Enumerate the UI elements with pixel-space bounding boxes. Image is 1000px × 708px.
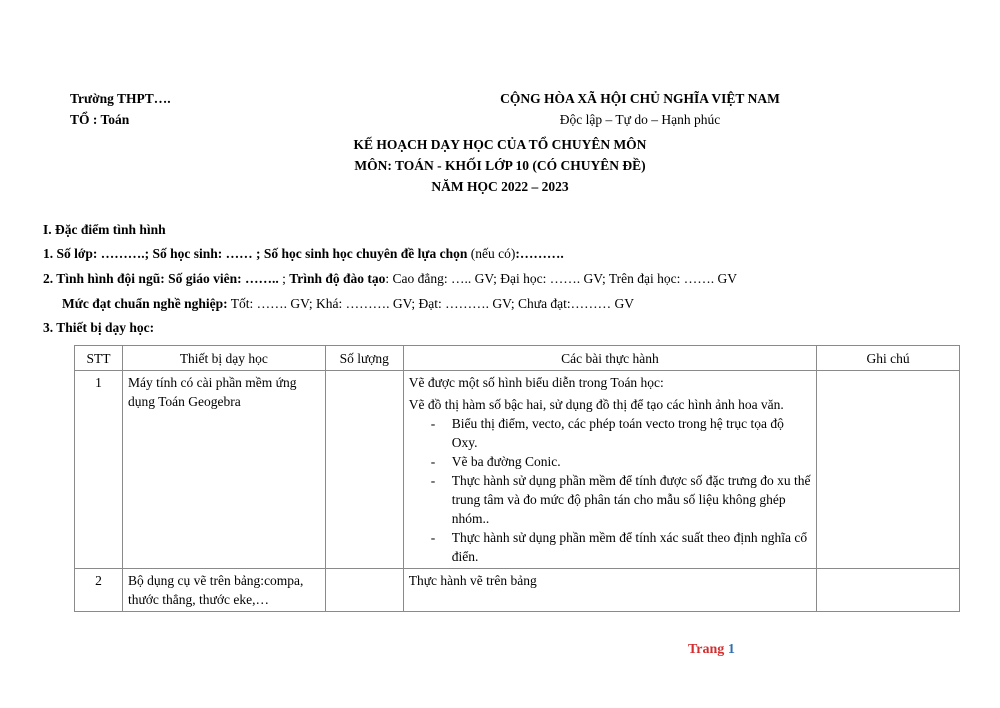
cell-equipment: Máy tính có cài phần mềm ứng dụng Toán Geogebra xyxy=(122,371,325,569)
staff-line xyxy=(43,271,737,287)
class-count-end: :………. xyxy=(515,246,564,261)
page-label: Trang xyxy=(688,642,728,657)
class-count-bold: 1. Số lớp: ……….; Số học sinh: …… ; Số học sinh học chuyên đề lựa chọn xyxy=(43,246,471,261)
table-row xyxy=(75,569,960,612)
equipment-heading: 3. Thiết bị dạy học: xyxy=(43,320,155,335)
table-row xyxy=(75,371,960,569)
class-count-line xyxy=(43,246,564,262)
col-header-stt: STT xyxy=(75,346,123,371)
cell-note xyxy=(817,371,960,569)
cell-equipment: Bộ dụng cụ vẽ trên bảng:compa, thước thẳng, thước eke,… xyxy=(122,569,325,612)
page-footer xyxy=(688,642,735,658)
school-name: Trường THPT…. xyxy=(70,91,171,106)
cell-practice: Thực hành vẽ trên bảng xyxy=(403,569,816,612)
nation-title: CỘNG HÒA XÃ HỘI CHỦ NGHĨA VIỆT NAM xyxy=(500,91,780,106)
table-header-row xyxy=(75,346,960,371)
staff-count: 2. Tình hình đội ngũ: Số giáo viên: …….. xyxy=(43,271,279,286)
staff-training-values: : Cao đẳng: ….. GV; Đại học: ……. GV; Trên đại học: ……. GV xyxy=(385,271,737,286)
department-name: TỔ : Toán xyxy=(70,112,130,127)
section-heading: I. Đặc điểm tình hình xyxy=(43,222,166,237)
list-item: - Thực hành sử dụng phần mềm để tính xác suất theo định nghĩa cổ điển. xyxy=(409,528,811,566)
standard-values: Tốt: ……. GV; Khá: ………. GV; Đạt: ………. GV; Chưa đạt:……… GV xyxy=(227,296,635,311)
col-header-note: Ghi chú xyxy=(817,346,960,371)
list-item: - Thực hành sử dụng phần mềm để tính được số đặc trưng đo xu thế trung tâm và đo mức độ phân tán cho mẫu số liệu không ghép nhóm.. xyxy=(409,471,811,528)
list-item: - Biểu thị điểm, vecto, các phép toán vecto trong hệ trục tọa độ Oxy. xyxy=(409,414,811,452)
cell-stt: 2 xyxy=(75,569,123,612)
nation-motto: Độc lập – Tự do – Hạnh phúc xyxy=(559,112,721,127)
standard-label: Mức đạt chuẩn nghề nghiệp: xyxy=(62,296,228,311)
col-header-practice: Các bài thực hành xyxy=(403,346,816,371)
cell-practice xyxy=(403,371,816,569)
staff-training-label: Trình độ đào tạo xyxy=(289,271,386,286)
class-count-note: (nếu có) xyxy=(470,246,516,261)
document-title-line3: NĂM HỌC 2022 – 2023 xyxy=(431,179,569,194)
page-number: 1 xyxy=(727,642,735,657)
cell-quantity xyxy=(325,569,403,612)
cell-quantity xyxy=(325,371,403,569)
practice-list xyxy=(409,414,811,566)
cell-stt: 1 xyxy=(75,371,123,569)
cell-note xyxy=(817,569,960,612)
practice-intro: Vẽ đồ thị hàm số bậc hai, sử dụng đồ thị để tạo các hình ảnh hoa văn. xyxy=(408,397,784,412)
document-title-line2: MÔN: TOÁN - KHỐI LỚP 10 (CÓ CHUYÊN ĐỀ) xyxy=(354,158,646,173)
staff-sep: ; xyxy=(278,271,290,286)
document-title-line1: KẾ HOẠCH DẠY HỌC CỦA TỔ CHUYÊN MÔN xyxy=(353,137,647,152)
practice-intro: Vẽ được một số hình biểu diễn trong Toán học: xyxy=(408,375,664,390)
list-item: - Vẽ ba đường Conic. xyxy=(409,452,811,471)
col-header-equipment: Thiết bị dạy học xyxy=(122,346,325,371)
col-header-quantity: Số lượng xyxy=(325,346,403,371)
standard-line xyxy=(62,296,634,312)
equipment-table xyxy=(74,345,960,612)
